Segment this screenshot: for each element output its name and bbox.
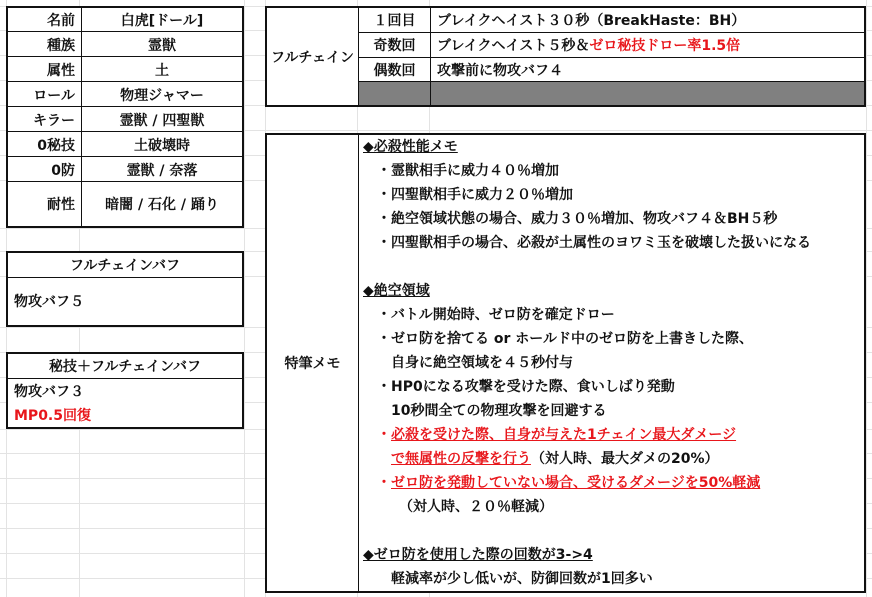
ougi-buff-line1: 物攻バフ３ (14, 384, 84, 400)
fullchain-value-even (431, 58, 864, 81)
memo-highlight-text: 必殺を受けた際、自身が与えた1チェイン最大ダメージ (391, 427, 737, 443)
memo-item (377, 207, 777, 231)
memo-continuation (399, 495, 553, 519)
memo-text: ・四聖獣相手の場合、必殺が土属性のヨワミ玉を破壊した扱いになる (377, 235, 811, 251)
memo-text: ・四聖獣相手に威力２０％増加 (377, 187, 573, 203)
fullchain-value-odd (431, 33, 864, 57)
fullchain-value-odd-red: ゼロ秘技ドロー率1.5倍 (589, 38, 741, 54)
memo-item (377, 159, 559, 183)
profile-label: 0防 (51, 162, 75, 179)
ougi-buff-title: 秘技＋フルチェインバフ (48, 359, 202, 375)
fullchain-table (265, 6, 866, 107)
memo-text: ・HP0になる攻撃を受けた際、食いしばり発動 (377, 379, 675, 395)
profile-value: 暗闇 / 石化 / 踊り (105, 197, 219, 213)
memo-item-highlight (377, 423, 736, 447)
memo-bullet: ・ (377, 427, 391, 443)
memo-continuation (391, 351, 573, 375)
ougi-buff-line2: MP0.5回復 (14, 408, 91, 424)
memo-item-highlight-continuation (391, 447, 719, 471)
memo-item (377, 327, 753, 351)
fullchain-value-first (431, 8, 864, 32)
memo-text: 10秒間全ての物理攻撃を回避する (391, 403, 607, 419)
memo-item (377, 303, 615, 327)
profile-label: 0秘技 (37, 137, 75, 154)
memo-text: ・ゼロ防を捨てる or ホールド中のゼロ防を上書きした際、 (377, 331, 753, 347)
profile-value: 土 (155, 62, 169, 79)
memo-continuation (391, 567, 653, 591)
memo-highlight-text: で無属性の反撃を行う (391, 451, 531, 467)
fullchain-key-odd: 奇数回 (373, 38, 416, 54)
profile-value: 土破壊時 (134, 137, 190, 154)
profile-label: ロール (33, 87, 75, 104)
fullchain-key-even: 偶数回 (373, 62, 416, 79)
memo-table (265, 133, 866, 593)
profile-value: 霊獣 (148, 37, 176, 54)
ougi-fullchain-buff-box (6, 352, 244, 429)
profile-label: 名前 (47, 13, 75, 29)
memo-content (363, 135, 863, 591)
memo-highlight-text: ゼロ防を発動していない場合、受けるダメージを50%軽減 (391, 475, 761, 491)
memo-item (377, 375, 675, 399)
profile-label: キラー (33, 112, 75, 129)
profile-label: 種族 (47, 37, 75, 54)
memo-text: ◆ゼロ防を使用した際の回数が3->4 (363, 547, 593, 563)
fullchain-label: フルチェイン (270, 49, 355, 66)
fullchain-buff-box (6, 251, 244, 327)
memo-text: ◆必殺性能メモ (363, 139, 458, 155)
profile-label: 属性 (47, 62, 75, 79)
fullchain-value-first-text: ブレイクヘイスト３０秒（BreakHaste：BH） (437, 13, 746, 29)
fullchain-buff-value: 物攻バフ５ (14, 294, 84, 310)
profile-value: 白虎[ドール] (120, 13, 204, 29)
memo-text: （対人時、２０％軽減） (399, 499, 553, 515)
profile-label: 耐性 (47, 197, 75, 213)
profile-value: 物理ジャマー (120, 87, 204, 104)
memo-note: （対人時、最大ダメの20%） (531, 451, 719, 467)
profile-value: 霊獣 / 四聖獣 (119, 112, 205, 129)
memo-heading (363, 135, 458, 159)
profile-value: 霊獣 / 奈落 (126, 162, 198, 179)
fullchain-buff-title: フルチェインバフ (69, 258, 181, 274)
memo-text: 自身に絶空領域を４５秒付与 (391, 355, 573, 371)
memo-heading (363, 543, 593, 567)
memo-text: ◆絶空領域 (363, 283, 430, 299)
memo-text: 軽減率が少し低いが、防御回数が1回多い (391, 571, 653, 587)
fullchain-key-first: １回目 (373, 13, 416, 29)
fullchain-empty-value (431, 82, 864, 105)
memo-item-highlight (377, 471, 760, 495)
memo-text: ・絶空領域状態の場合、威力３０％増加、物攻バフ４＆BH５秒 (377, 211, 778, 227)
memo-item (377, 183, 573, 207)
memo-heading (363, 279, 430, 303)
memo-item (377, 231, 811, 255)
profile-table (6, 6, 244, 228)
fullchain-value-odd-text: ブレイクヘイスト５秒＆ (437, 38, 590, 54)
memo-label: 特筆メモ (284, 356, 341, 372)
memo-text: ・バトル開始時、ゼロ防を確定ドロー (377, 307, 615, 323)
memo-text: ・霊獣相手に威力４０％増加 (377, 163, 559, 179)
memo-continuation (391, 399, 606, 423)
fullchain-empty-key (359, 82, 430, 105)
memo-bullet: ・ (377, 475, 391, 491)
fullchain-value-even-text: 攻撃前に物攻バフ４ (437, 62, 563, 79)
